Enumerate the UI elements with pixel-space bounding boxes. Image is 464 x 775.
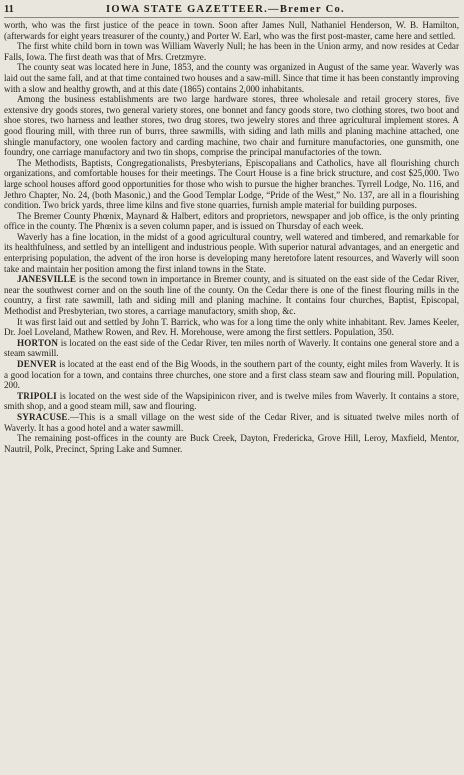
body-paragraph [4,211,459,232]
body-paragraph [4,391,459,412]
paragraph-text: is the second town in importance in Bremer county, and is situated on the east side of the Cedar River, near the southwest corner and on the south line of the county. On the Cedar there is one of the finest flouring mills in the country, a first rate sawmill, lath and siding mill and planing machine. It contains four churches, Baptist, Episcopal, Methodist and Presbyterian, two stores, a carriage manufactory, smith shop, &c. [4,274,459,317]
body-paragraph [4,433,459,454]
town-name: SYRACUSE [17,411,68,422]
paragraph-text: worth, who was the first justice of the peace in town. Soon after James Null, Nathaniel Henderson, W. B. Hamilton, (afterwards for eight years treasurer of the county,) and Porter W. Earl, who was the first post-master, came here and settled. [4,20,459,41]
body-paragraph [4,62,459,94]
town-name: TRIPOLI [17,390,57,401]
body-paragraph [4,232,459,274]
body-paragraph [4,338,459,359]
page-body [4,20,459,454]
paragraph-text: is located at the east end of the Big Woods, in the southern part of the county, eight miles from Waverly. It is a good location for a town, and contains three churches, one store and a first class steam saw and flouring mill. Population, 200. [4,359,459,391]
paragraph-text: The Bremer County Phœnix, Maynard & Halbert, editors and proprietors, newspaper and job office, is the only printing office in the county. The Phœnix is a seven column paper, and is issued on Thursday of each week. [4,210,459,232]
body-paragraph [4,412,459,433]
town-name: JANESVILLE [17,274,77,285]
body-paragraph [4,41,459,62]
page-header [4,4,459,18]
paragraph-text: The first white child born in town was William Waverly Null; he has been in the Union army, and now resides at Cedar Falls, Iowa. The first death was that of Mrs. Cretzmyre. [4,41,459,62]
page-number: 11 [4,4,14,15]
paragraph-text: .—This is a small village on the west side of the Cedar River, and is situated twelve miles north of Waverly. It has a good hotel and a water sawmill. [4,411,459,433]
paragraph-text: is located on the east side of the Cedar River, ten miles north of Waverly. It contains one general store and a steam sawmill. [4,337,459,359]
town-name: HORTON [17,337,59,348]
body-paragraph [4,274,459,316]
body-paragraph [4,94,459,158]
body-paragraph [4,158,459,211]
body-paragraph [4,317,459,338]
paragraph-text: It was first laid out and settled by John T. Barrick, who was for a long time the only white inhabitant. Rev. James Keeler, Dr. Joel Loveland, Mathew Rowen, and Rev. H. Morehouse, were among the first settlers. Population, 350. [4,316,459,338]
paragraph-text: Waverly has a fine location, in the midst of a good agricultural country, well watered and timbered, and remarkable for its healthfulness, and settled by an intelligent and industrious people. With superior natural advantages, and an energetic and enterprising population, the advent of the iron horse is developing many heretofore latent resources, and Waverly will soon take and maintain her position among the first inland towns in the State. [4,231,459,274]
town-name: DENVER [17,359,57,369]
paragraph-text: The county seat was located here in June, 1853, and the county was organized in August of the same year. Waverly was laid out the same fall, and at that time contained two houses and a saw-mill. Since that time it has been constantly improving with a slow and healthy growth, and at this date (1865) contains 2,000 inhabitants. [4,62,459,94]
body-paragraph [4,359,459,391]
body-paragraph [4,20,459,41]
paragraph-text: The Methodists, Baptists, Congregationalists, Presbyterians, Episcopalians and Catholics, have all flourishing church organizations, and comfortable houses for their meetings. The Court House is a fine brick structure, and cost $25,000. Two large school houses afford good opportunities for those who wish to pursue the higher branches. Tyrrell Lodge, No. 116, and Jethro Chapter, No. 24, (both Masonic,) and the Good Templar Lodge, “Pride of the West,” No. 137, are all in a flourishing condition. Two brick yards, three lime kilns and five stone quarries, furnish ample material for building purposes. [4,157,459,211]
paragraph-text: The remaining post-offices in the county are Buck Creek, Dayton, Fredericka, Grove Hill, Leroy, Maxfield, Mentor, Nautril, Polk, Precinct, Spring Lake and Sumner. [4,433,459,454]
paragraph-text: Among the business establishments are two large hardware stores, three wholesale and retail grocery stores, five extensive dry goods stores, two general variety stores, one bonnet and fancy goods store, two clothing stores, two boot and shoe stores, two harness and leather stores, two drug stores, two jewelry stores and three agricultural implement stores. A good flouring mill, with three run of burrs, three sawmills, with siding and lath mills and planing machine attached, one shingle manufactory, one woolen factory and carding machine, two chair and furniture manufactories, one gunsmith, one foundry, one carriage manufactory and two tin shops, comprise the principal manufactories of the town. [4,94,459,158]
running-title: IOWA STATE GAZETTEER.—Bremer Co. [106,4,345,15]
paragraph-text: is located on the west side of the Wapsipinicon river, and is twelve miles from Waverly. It contains a store, smith shop, and a good steam mill, saw and flouring. [4,390,459,412]
